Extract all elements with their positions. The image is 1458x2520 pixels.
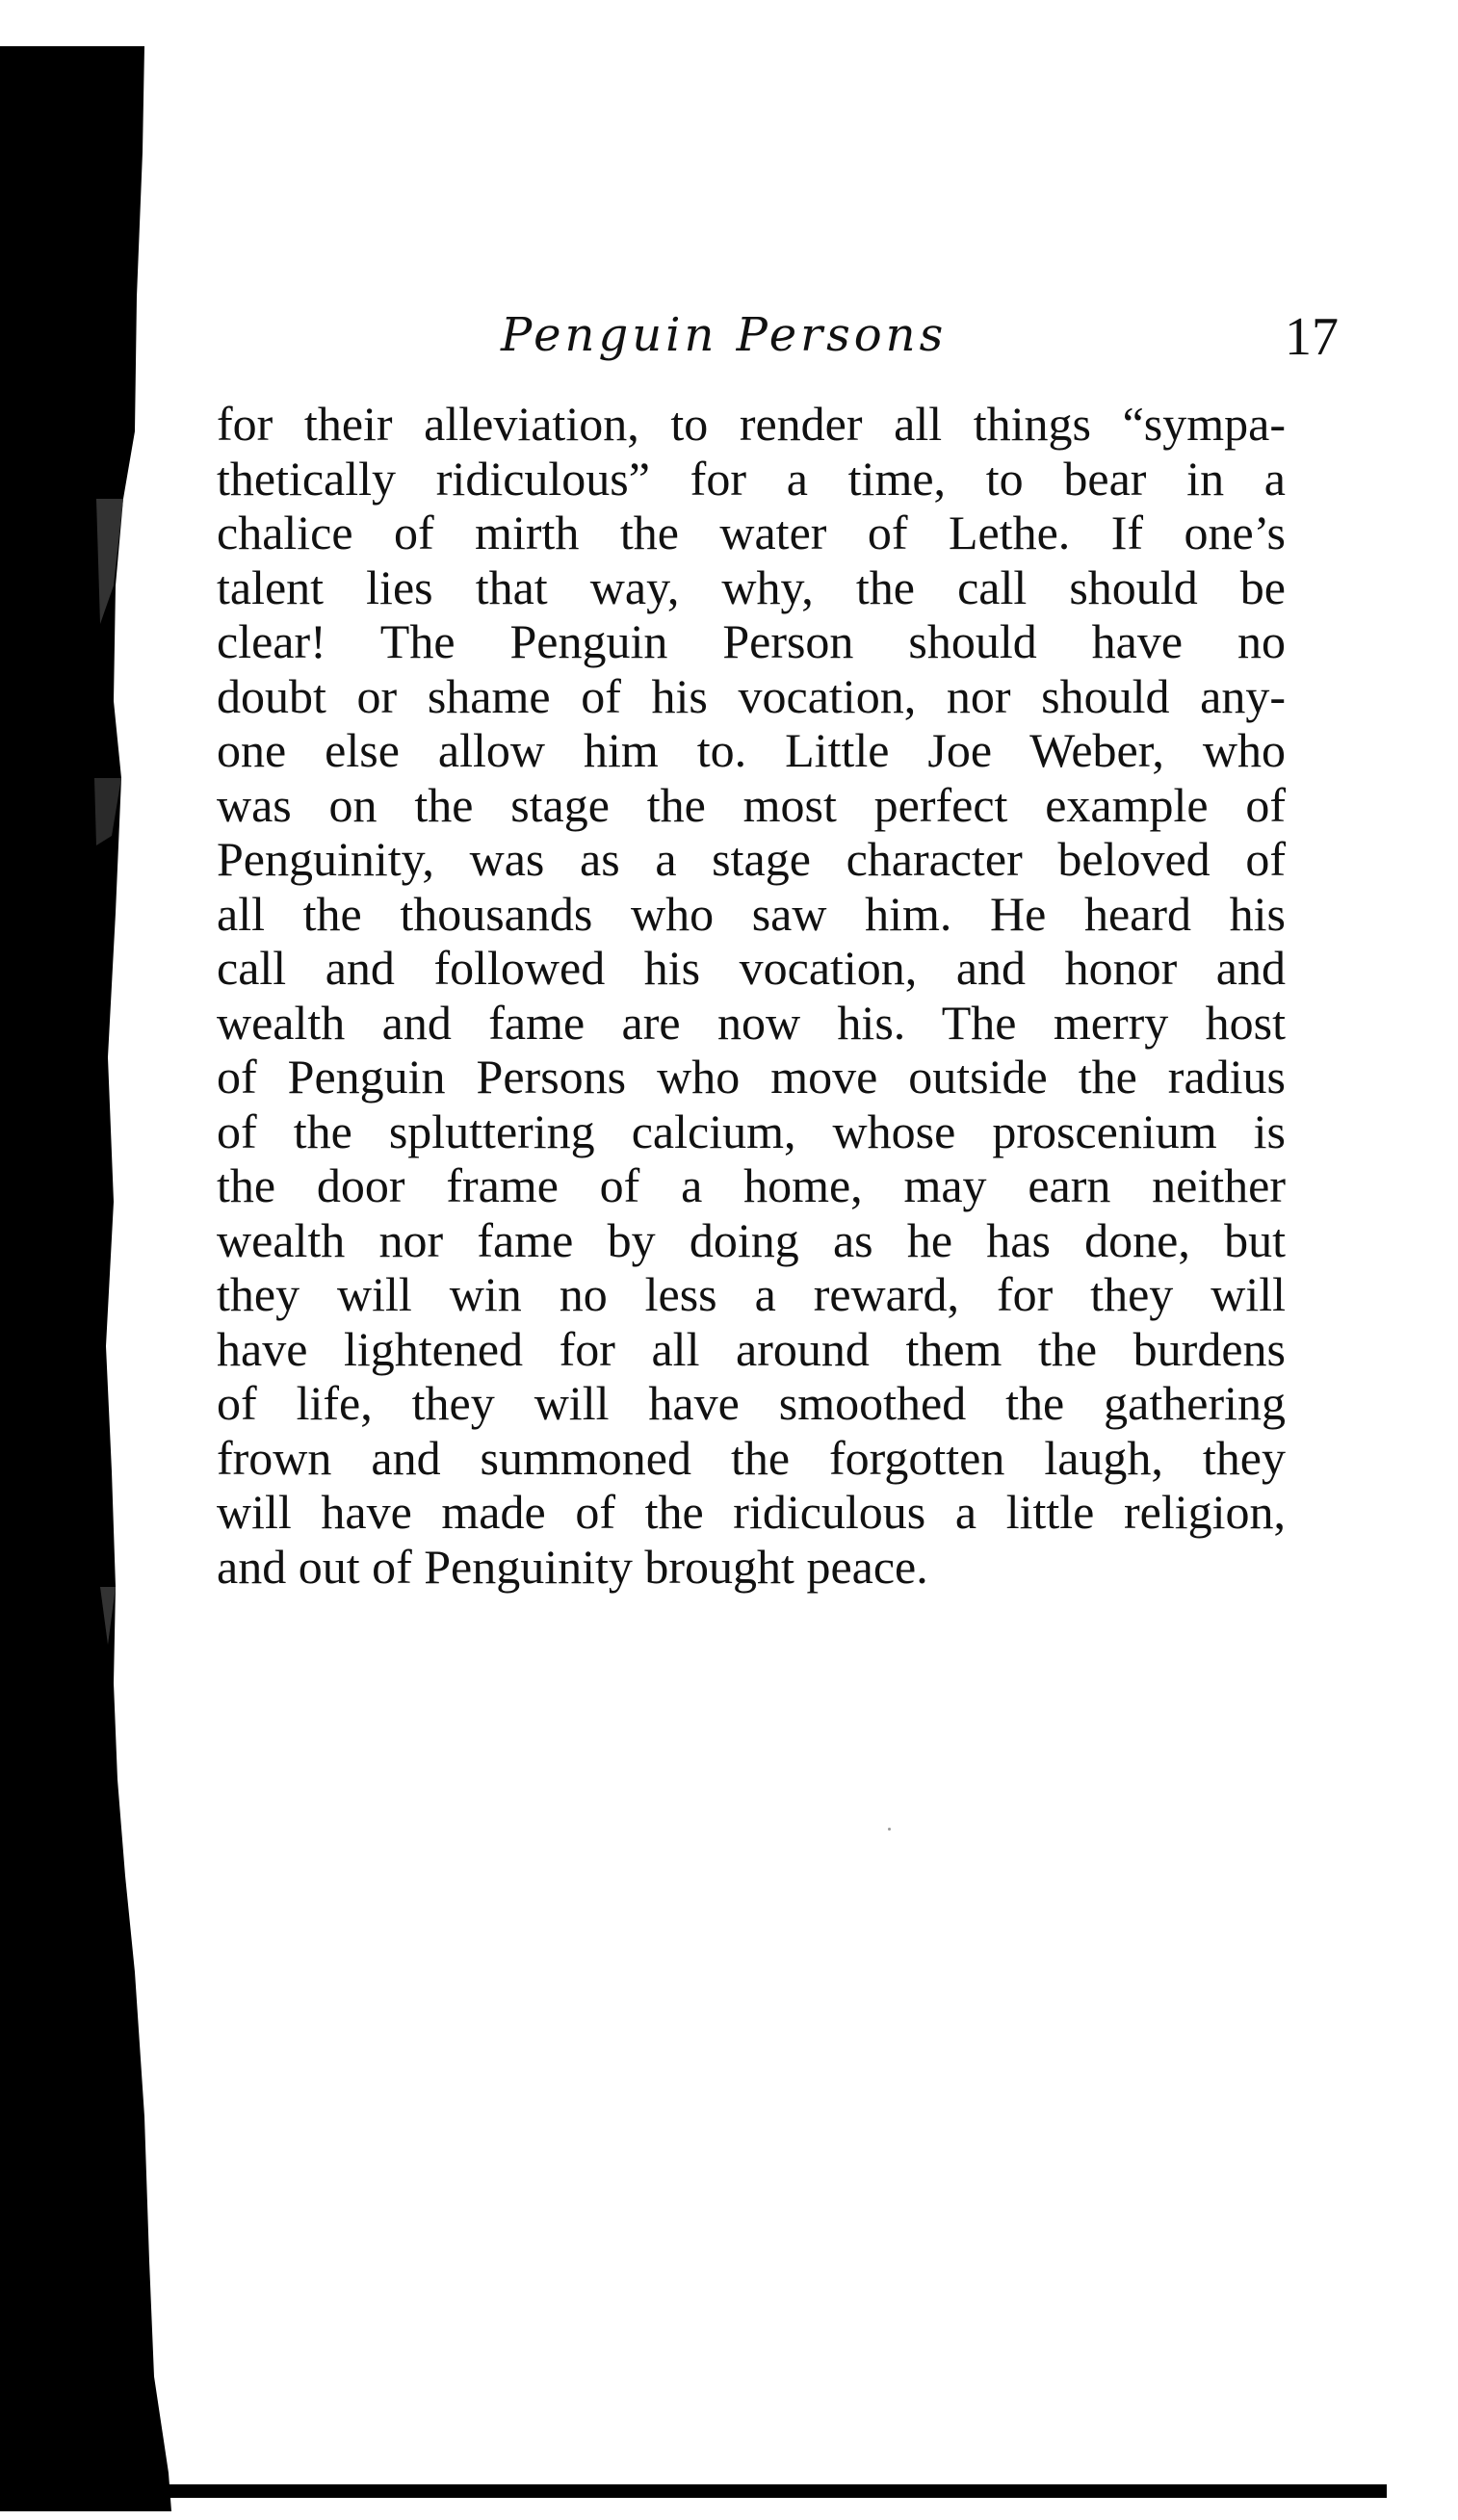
text-line: frown and summoned the forgotten laugh, they	[217, 1430, 1286, 1485]
text-line-last: and out of Penguinity brought peace.	[217, 1539, 928, 1594]
text-line: they will win no less a reward, for they will	[217, 1267, 1286, 1321]
text-line: have lightened for all around them the burdens	[217, 1321, 1286, 1376]
scan-speck	[888, 1828, 891, 1831]
text-line: wealth and fame are now his. The merry host	[217, 995, 1286, 1050]
text-line: the door frame of a home, may earn neither	[217, 1158, 1286, 1212]
text-line: Penguinity, was as a stage character beloved of	[217, 832, 1286, 886]
text-line: wealth nor fame by doing as he has done, but	[217, 1212, 1286, 1267]
text-line: will have made of the ridiculous a little religion,	[217, 1485, 1286, 1539]
binding-shadow	[0, 46, 173, 2511]
text-line: chalice of mirth the water of Lethe. If one’s	[217, 506, 1286, 559]
page-number: 17	[1285, 307, 1339, 367]
text-line: call and followed his vocation, and honor and	[217, 941, 1286, 995]
text-line: all the thousands who saw him. He heard his	[217, 886, 1286, 941]
running-head: Penguin Persons	[501, 308, 948, 362]
text-line: of life, they will have smoothed the gathering	[217, 1376, 1286, 1430]
text-line: clear! The Penguin Person should have no	[217, 614, 1286, 668]
text-line: for their alleviation, to render all things “sympa-	[217, 397, 1286, 451]
text-line: thetically ridiculous” for a time, to bear in a	[217, 451, 1286, 506]
body-text	[217, 397, 1286, 1594]
text-line: was on the stage the most perfect example of	[217, 777, 1286, 832]
bottom-scan-edge	[144, 2484, 1387, 2498]
text-line: talent lies that way, why, the call should be	[217, 559, 1286, 614]
text-line: of Penguin Persons who move outside the radius	[217, 1050, 1286, 1104]
text-line: of the spluttering calcium, whose proscenium is	[217, 1104, 1286, 1158]
text-line: doubt or shame of his vocation, nor should any-	[217, 668, 1286, 723]
text-line: one else allow him to. Little Joe Weber, who	[217, 723, 1286, 777]
